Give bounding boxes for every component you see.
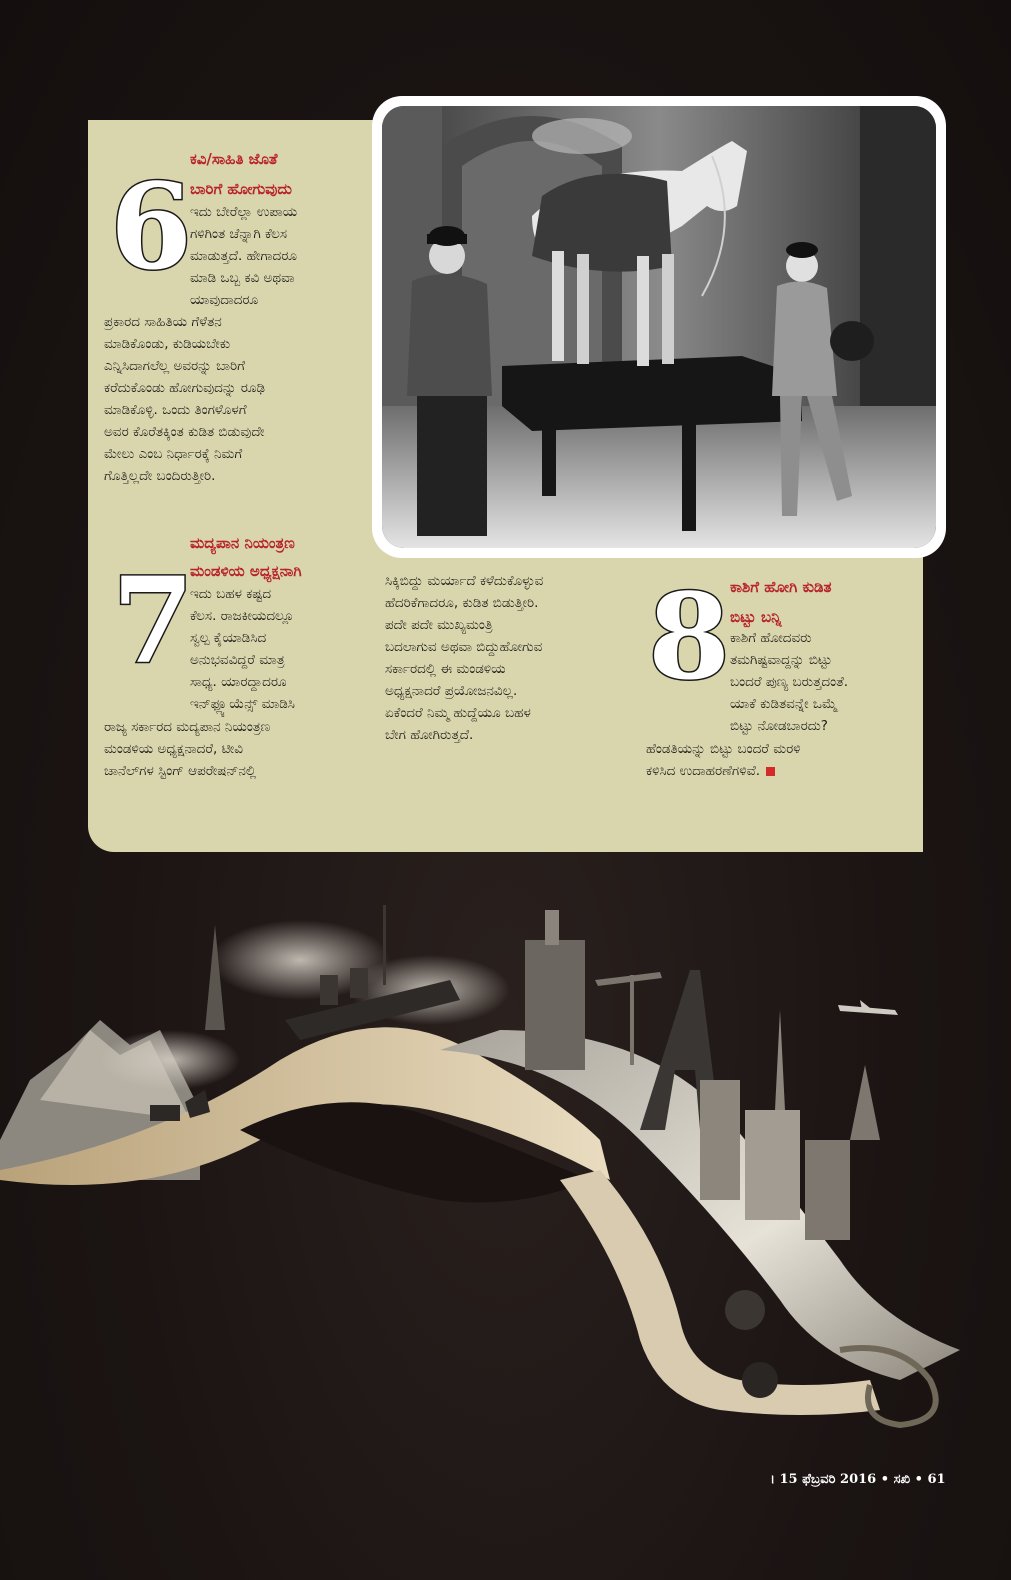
section-7-title-line1: ಮದ್ಯಪಾನ ನಿಯಂತ್ರಣ xyxy=(190,534,295,552)
section-8-number: 8 xyxy=(648,567,731,706)
section-7-body-narrow: ಇದು ಬಹಳ ಕಷ್ಟದ ಕೆಲಸ. ರಾಜಕೀಯದಲ್ಲೂ ಸ್ವಲ್ಪ ಕೈಯಾಡಿಸಿದ ಅನುಭವವಿದ್ದರೆ ಮಾತ್ರ ಸಾಧ್ಯ. ಯಾರದ್ದಾದರೂ ಇನ್‌ಫ್ಲ್ಯೂಯೆನ್ಸ್ ಮಾಡಿಸಿ xyxy=(190,586,295,712)
section-8-body-wide xyxy=(646,738,916,782)
section-6-title-line1: ಕವಿ/ಸಾಹಿತಿ ಜೊತೆ xyxy=(190,150,278,168)
city-scroll-svg xyxy=(0,880,1011,1440)
section-7-number: 7 xyxy=(112,551,195,690)
section-8-title-line1: ಕಾಶಿಗೆ ಹೋಗಿ ಕುಡಿತ xyxy=(730,578,832,596)
section-7-body-continued: ಸಿಕ್ಕಿಬಿದ್ದು ಮರ್ಯಾದೆ ಕಳೆದುಕೊಳ್ಳುವ ಹೆದರಿಕೆಗಾದರೂ, ಕುಡಿತ ಬಿಡುತ್ತೀರಿ. ಪದೇ ಪದೇ ಮುಖ್ಯಮಂತ್ರಿ ಬದಲಾಗುವ ಅಥವಾ ಬಿದ್ದುಹೋಗುವ ಸರ್ಕಾರದಲ್ಲಿ ಈ ಮಂಡಳಿಯ ಅಧ್ಯಕ್ಷನಾದರೆ ಪ್ರಯೋಜನವಿಲ್ಲ. ಏಕೆಂದರೆ ನಿಮ್ಮ ಹುದ್ದೆಯೂ ಬಹಳ ಬೇಗ ಹೋಗಿರುತ್ತದೆ. xyxy=(385,573,544,743)
section-6-title-line2: ಬಾರಿಗೆ ಹೋಗುವುದು xyxy=(190,180,292,198)
end-mark-icon xyxy=(766,767,775,776)
section-8-body-narrow: ಕಾಶಿಗೆ ಹೋದವರು ತಮಗಿಷ್ಟವಾದ್ದನ್ನು ಬಿಟ್ಟು ಬಂದರೆ ಪುಣ್ಯ ಬರುತ್ತದಂತೆ. ಯಾಕೆ ಕುಡಿತವನ್ನೇ ಒಮ್ಮೆ ಬಿಟ್ಟು ನೋಡಬಾರದು? xyxy=(730,630,849,734)
vintage-photo-illustration xyxy=(382,106,936,548)
section-7-body-wide: ರಾಜ್ಯ ಸರ್ಕಾರದ ಮದ್ಯಪಾನ ನಿಯಂತ್ರಣ ಮಂಡಳಿಯ ಅಧ್ಯಕ್ಷನಾದರೆ, ಟೀವಿ ಚಾನೆಲ್‌ಗಳ ಸ್ಟಿಂಗ್ ಆಪರೇಷನ್‌ನಲ್ಲಿ xyxy=(104,719,271,779)
section-7-title-line2: ಮಂಡಳಿಯ ಅಧ್ಯಕ್ಷನಾಗಿ xyxy=(190,562,302,580)
section-6-body-narrow: ಇದು ಬೇರೆಲ್ಲಾ ಉಪಾಯ ಗಳಿಗಿಂತ ಚೆನ್ನಾಗಿ ಕೆಲಸ ಮಾಡುತ್ತದೆ. ಹೇಗಾದರೂ ಮಾಡಿ ಒಬ್ಬ ಕವಿ ಅಥವಾ ಯಾವುದಾದರೂ xyxy=(190,204,298,308)
section-6-body-wide: ಪ್ರಕಾರದ ಸಾಹಿತಿಯ ಗೆಳೆತನ ಮಾಡಿಕೊಂಡು, ಕುಡಿಯಬೇಕು ಎನ್ನಿಸಿದಾಗಲೆಲ್ಲ ಅವರನ್ನು ಬಾರಿಗೆ ಕರೆದುಕೊಂಡು ಹೋಗುವುದನ್ನು ರೂಢಿ ಮಾಡಿಕೊಳ್ಳಿ. ಒಂದು ತಿಂಗಳೊಳಗೆ ಅವರ ಕೊರೆತಕ್ಕಿಂತ ಕುಡಿತ ಬಿಡುವುದೇ ಮೇಲು ಎಂಬ ನಿರ್ಧಾರಕ್ಕೆ ನಿಮಗೆ ಗೊತ್ತಿಲ್ಲದೇ ಬಂದಿರುತ್ತೀರಿ. xyxy=(104,314,266,484)
page-footer: । 15 ಫೆಬ್ರವರಿ 2016 • ಸಖಿ • 61 xyxy=(770,1472,946,1487)
section-6-number: 6 xyxy=(110,157,193,296)
section-8-title-line2: ಬಿಟ್ಟು ಬನ್ನಿ xyxy=(730,608,782,626)
city-scroll-illustration xyxy=(0,880,1011,1440)
vintage-photo xyxy=(382,106,936,548)
section-8-body-wide-text: ಹೆಂಡತಿಯನ್ನು ಬಿಟ್ಟು ಬಂದರೆ ಮರಳಿ ಕಳಿಸಿದ ಉದಾಹರಣೆಗಳಿವೆ. xyxy=(646,741,801,779)
